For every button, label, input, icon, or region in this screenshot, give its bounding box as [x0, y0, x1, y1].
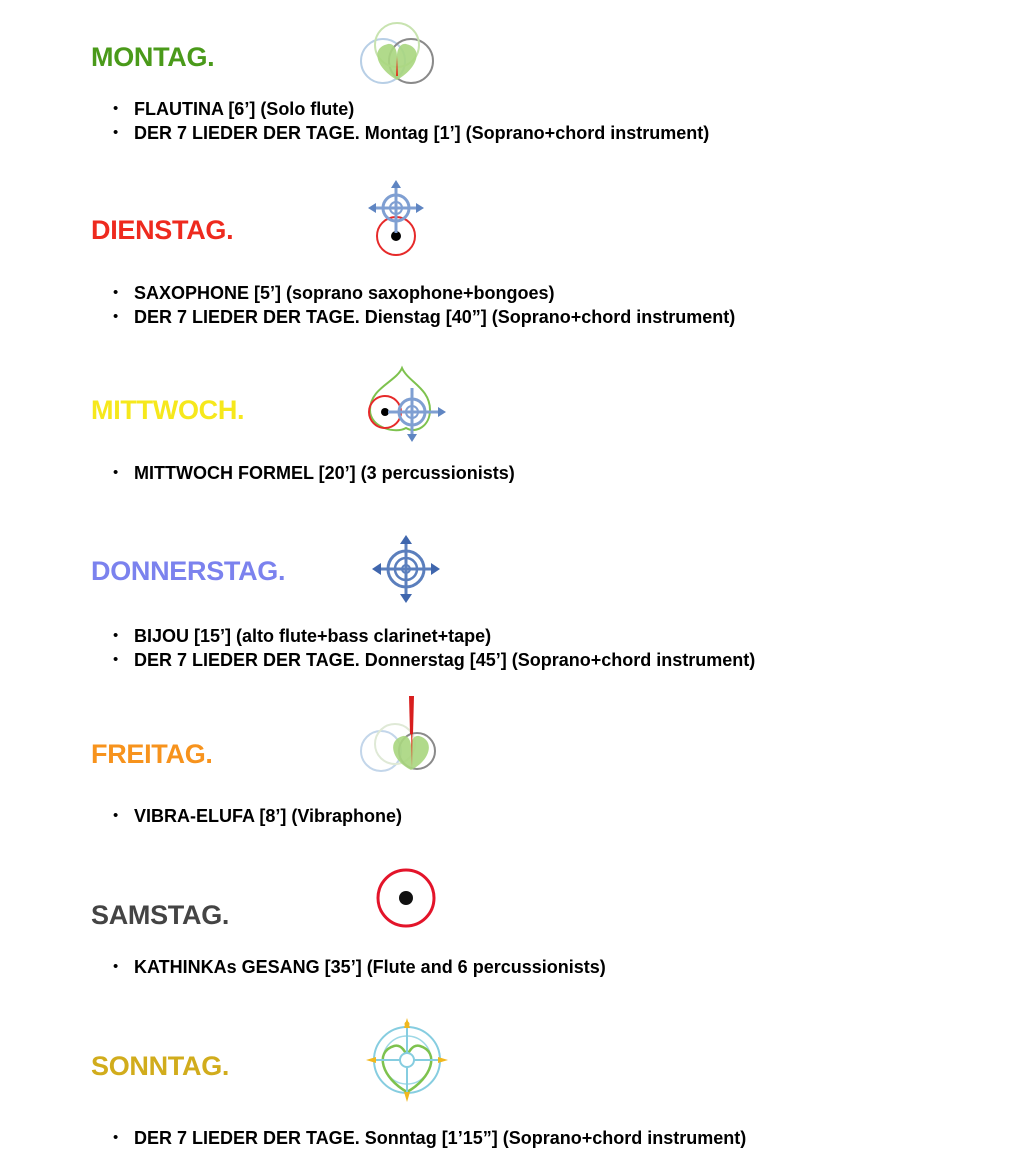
day-title-freitag: FREITAG.: [91, 739, 213, 769]
works-list-montag: [112, 97, 709, 145]
works-list-dienstag: [112, 281, 735, 329]
montag-emblem-icon: [354, 18, 440, 84]
donnerstag-emblem-icon: [371, 534, 441, 604]
work-item: • MITTWOCH FORMEL [20’] (3 percussionists): [112, 461, 515, 485]
freitag-emblem-icon: [355, 694, 445, 774]
day-title-montag: MONTAG.: [91, 42, 215, 72]
work-item: • BIJOU [15’] (alto flute+bass clarinet+tape): [112, 624, 755, 648]
works-list-samstag: [112, 955, 606, 979]
mittwoch-emblem-icon: [364, 364, 450, 444]
day-title-mittwoch: MITTWOCH.: [91, 395, 245, 425]
work-item: • SAXOPHONE [5’] (soprano saxophone+bongoes): [112, 281, 735, 305]
samstag-emblem-icon: [372, 865, 440, 931]
works-list-freitag: [112, 804, 402, 828]
work-item: • DER 7 LIEDER DER TAGE. Dienstag [40”] (Soprano+chord instrument): [112, 305, 735, 329]
day-title-sonntag: SONNTAG.: [91, 1051, 230, 1081]
work-item: • VIBRA-ELUFA [8’] (Vibraphone): [112, 804, 402, 828]
work-item: • DER 7 LIEDER DER TAGE. Montag [1’] (Soprano+chord instrument): [112, 121, 709, 145]
work-item: • KATHINKAs GESANG [35’] (Flute and 6 percussionists): [112, 955, 606, 979]
sonntag-emblem-icon: [364, 1016, 450, 1104]
day-title-samstag: SAMSTAG.: [91, 900, 230, 930]
dienstag-emblem-icon: [365, 178, 427, 258]
day-title-donnerstag: DONNERSTAG.: [91, 556, 286, 586]
day-title-dienstag: DIENSTAG.: [91, 215, 234, 245]
works-list-sonntag: [112, 1126, 746, 1150]
work-item: • FLAUTINA [6’] (Solo flute): [112, 97, 709, 121]
work-item: • DER 7 LIEDER DER TAGE. Donnerstag [45’] (Soprano+chord instrument): [112, 648, 755, 672]
works-list-donnerstag: [112, 624, 755, 672]
works-list-mittwoch: [112, 461, 515, 485]
work-item: • DER 7 LIEDER DER TAGE. Sonntag [1’15”] (Soprano+chord instrument): [112, 1126, 746, 1150]
